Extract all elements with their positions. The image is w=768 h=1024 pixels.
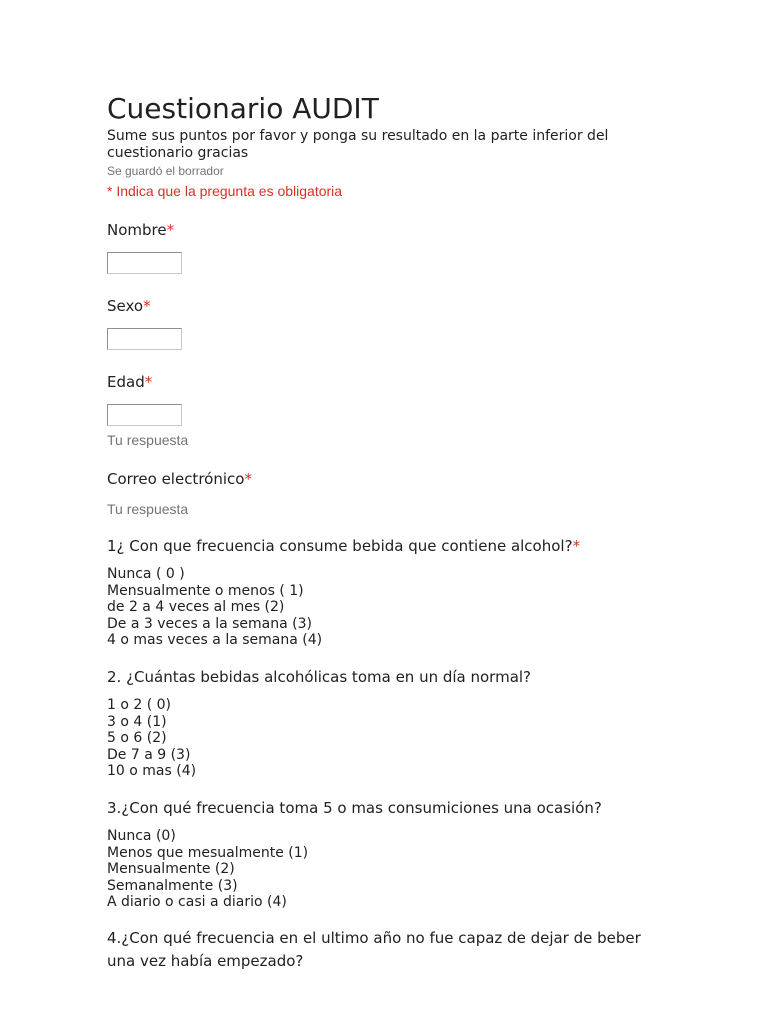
option-item[interactable]: de 2 a 4 veces al mes (2) — [107, 599, 285, 616]
option-item[interactable]: Semanalmente (3) — [107, 877, 238, 894]
required-asterisk: * — [143, 297, 151, 315]
option-item[interactable]: De 7 a 9 (3) — [107, 746, 191, 763]
question-title — [107, 294, 667, 318]
option-item[interactable]: Nunca (0) — [107, 827, 176, 844]
option-item[interactable]: 4 o mas veces a la semana (4) — [107, 632, 323, 649]
draft-status: Se guardó el borrador — [107, 164, 224, 178]
question-edad — [107, 370, 667, 449]
option-item[interactable]: 1 o 2 ( 0) — [107, 696, 172, 713]
required-note: * Indica que la pregunta es obligatoria — [107, 183, 343, 199]
edad-answer-placeholder[interactable]: Tu respuesta — [107, 432, 189, 448]
question-label: Nombre — [107, 221, 167, 239]
question-sexo — [107, 294, 667, 350]
question-title: 2. ¿Cuántas bebidas alcohólicas toma en un día normal? — [107, 667, 532, 686]
question-title: 4.¿Con qué frecuencia en el ultimo año no fue capaz de dejar de beber una vez había empezado? — [107, 928, 641, 970]
question-1 — [107, 534, 667, 649]
options-list — [107, 697, 667, 780]
option-item[interactable]: Mensualmente (2) — [107, 861, 235, 878]
question-correo — [107, 467, 667, 518]
option-item[interactable]: 3 o 4 (1) — [107, 713, 167, 730]
question-3 — [107, 796, 667, 911]
sexo-input[interactable] — [107, 328, 182, 350]
question-2 — [107, 665, 667, 780]
question-label: Edad — [107, 373, 145, 391]
option-item[interactable]: De a 3 veces a la semana (3) — [107, 615, 312, 632]
required-asterisk: * — [166, 221, 175, 239]
options-list — [107, 566, 667, 649]
question-label: Correo electrónico — [107, 470, 245, 488]
option-item[interactable]: 10 o mas (4) — [107, 763, 197, 780]
question-nombre — [107, 218, 667, 274]
required-asterisk: * — [144, 373, 153, 391]
correo-answer-placeholder[interactable]: Tu respuesta — [107, 501, 189, 517]
options-list — [107, 828, 667, 911]
option-item[interactable]: 5 o 6 (2) — [107, 730, 167, 747]
question-title — [107, 534, 667, 558]
question-label: Sexo — [107, 297, 144, 315]
edad-input[interactable] — [107, 404, 182, 426]
option-item[interactable]: A diario o casi a diario (4) — [107, 894, 287, 911]
question-title: 3.¿Con qué frecuencia toma 5 o mas consumiciones una ocasión? — [107, 798, 602, 817]
required-asterisk: * — [572, 537, 581, 555]
question-label: 1¿ Con que frecuencia consume bebida que contiene alcohol? — [107, 537, 573, 555]
question-title — [107, 467, 667, 491]
nombre-input[interactable] — [107, 252, 182, 274]
option-item[interactable]: Nunca ( 0 ) — [107, 566, 185, 582]
option-item[interactable]: Menos que mesualmente (1) — [107, 844, 309, 861]
required-asterisk: * — [244, 470, 252, 488]
question-title — [107, 218, 667, 242]
form-description: Sume sus puntos por favor y ponga su resultado en la parte inferior del cuestionario gracias — [107, 128, 609, 161]
question-4 — [107, 927, 667, 973]
option-item[interactable]: Mensualmente o menos ( 1) — [107, 582, 304, 599]
form-container — [107, 92, 667, 973]
question-title — [107, 370, 667, 394]
form-title: Cuestionario AUDIT — [107, 92, 379, 125]
